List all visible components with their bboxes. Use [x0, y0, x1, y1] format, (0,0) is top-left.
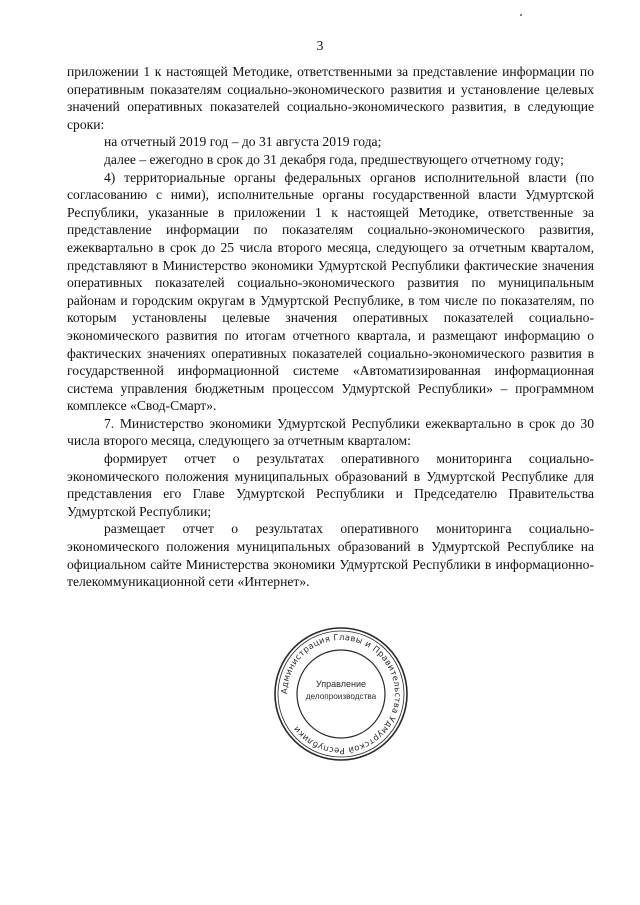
- official-seal-stamp: [272, 625, 410, 763]
- stamp-inner-line1: Управление: [315, 679, 367, 689]
- page-number: 3: [316, 38, 324, 53]
- stamp-outer-text: Администрация Главы и Правительства Удмуртской Республики: [278, 631, 404, 757]
- scan-speck: [520, 14, 522, 16]
- stamp-inner-line2: делопроизводства: [305, 692, 377, 701]
- paragraph-4: 4) территориальные органы федеральных органов исполнительной власти (по согласованию с ними), исполнительные органы государственной власти Удмуртской Республики, указанные в приложении 1 к настоящей Методике, ответственные за представление информации по показателям социально-экономического развития, ежеквартально в срок до 25 числа второго месяца, следующего за отчетным кварталом, представляют в Министерство экономики Удмуртской Республики фактические значения оперативных показателей социально-экономического развития по муниципальным районам и городским округам в Удмуртской Республике, в том числе по показателям, по которым установлены целевые значения оперативных показателей социально-экономического развития по итогам отчетного квартала, и размещают информацию о фактических значениях оперативных показателей социально-экономического развития в государственной информационной системе «Автоматизированная информационная система управления бюджетным процессом Удмуртской Республики» – программном комплексе «Свод-Смарт».: [67, 169, 594, 414]
- paragraph-1: приложении 1 к настоящей Методике, ответственными за представление информации по оперативным показателям социально-экономического развития и установление целевых значений оперативных показателей социально-экономического развития, в следующие сроки:: [67, 64, 594, 132]
- document-body: [67, 63, 594, 591]
- paragraph-2: на отчетный 2019 год – до 31 августа 2019 года;: [104, 134, 382, 150]
- paragraph-5: 7. Министерство экономики Удмуртской Республики ежеквартально в срок до 30 числа второго месяца, следующего за отчетным кварталом:: [67, 415, 594, 449]
- paragraph-3: далее – ежегодно в срок до 31 декабря года, предшествующего отчетному году;: [104, 151, 564, 167]
- paragraph-7: размещает отчет о результатах оперативного мониторинга социально-экономического положения муниципальных образований в Удмуртской Республике на официальном сайте Министерства экономики Удмуртской Республики в информационно-телекоммуникационной сети «Интернет».: [67, 521, 594, 590]
- paragraph-6: формирует отчет о результатах оперативного мониторинга социально-экономического положения муниципальных образований в Удмуртской Республике для представления его Главе Удмуртской Республики и Председателю Правительства Удмуртской Республики;: [67, 451, 594, 519]
